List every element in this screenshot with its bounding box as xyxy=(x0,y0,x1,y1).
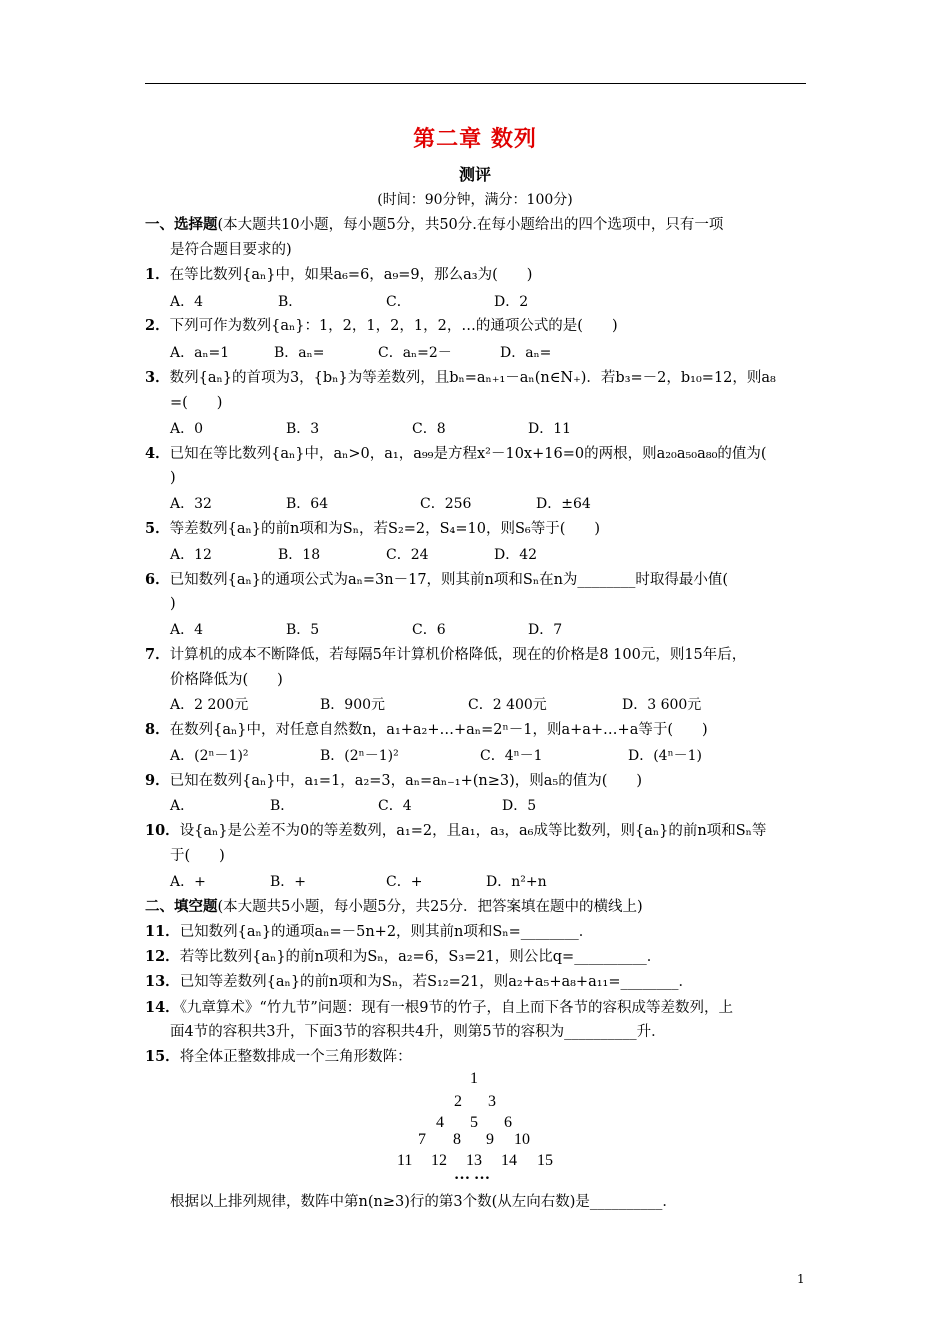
option-b: B．5 xyxy=(286,622,320,638)
triangle-number: 4 xyxy=(436,1114,444,1131)
question-number: 14． xyxy=(145,999,180,1016)
section2-desc: (本大题共5小题，每小题5分，共25分．把答案填在题中的横线上) xyxy=(217,899,643,915)
triangle-number: 5 xyxy=(470,1114,478,1131)
option-a: A． xyxy=(170,798,195,814)
option-d: D．3 600元 xyxy=(622,697,702,713)
option-c: C．+ xyxy=(386,874,423,890)
triangle-number: 1 xyxy=(470,1070,478,1087)
option-d: D．±64 xyxy=(536,496,591,512)
option-d: D．5 xyxy=(502,798,537,814)
question-number: 8． xyxy=(145,721,170,738)
option-d: D．aₙ= xyxy=(500,345,552,361)
option-a: A．2 200元 xyxy=(170,697,249,713)
option-c: C．8 xyxy=(412,421,446,437)
question-3 xyxy=(145,367,776,389)
question-number: 2． xyxy=(145,317,170,334)
question-10-line2: 于( ) xyxy=(170,848,225,864)
question-9 xyxy=(145,770,642,792)
option-d: D．n²+n xyxy=(486,874,547,890)
question-15 xyxy=(145,1046,412,1068)
question-6-line2: ) xyxy=(170,596,176,612)
question-number: 10． xyxy=(145,822,180,839)
question-14 xyxy=(145,997,733,1019)
question-12 xyxy=(145,946,661,968)
option-c: C．6 xyxy=(412,622,446,638)
triangle-number: 15 xyxy=(537,1152,553,1169)
section2-heading xyxy=(145,896,643,918)
question-14-line2: 面4节的容积共3升，下面3节的容积共4升，则第5节的容积为__________升． xyxy=(170,1024,666,1040)
time-info: (时间：90分钟，满分：100分) xyxy=(377,192,573,208)
question-5 xyxy=(145,518,600,540)
question-3-line2: =( ) xyxy=(170,395,223,411)
question-text: 已知在数列{aₙ}中，a₁=1，a₂=3，aₙ=aₙ₋₁+(n≥3)，则a₅的值为( ) xyxy=(169,773,643,789)
option-c: C．2 400元 xyxy=(468,697,547,713)
question-text: 若等比数列{aₙ}的前n项和为Sₙ，a₂=6，S₃=21，则公比q=__________． xyxy=(179,949,662,965)
question-4-line2: ) xyxy=(170,470,176,486)
question-2 xyxy=(145,315,618,337)
question-text: 已知数列{aₙ}的通项aₙ=－5n+2，则其前n项和Sₙ=________． xyxy=(179,924,594,940)
option-b: B．18 xyxy=(278,547,321,563)
triangle-number: 6 xyxy=(504,1114,512,1131)
section1-heading xyxy=(145,214,723,236)
option-d: D．7 xyxy=(528,622,563,638)
option-c: C． xyxy=(386,294,411,310)
triangle-number: 13 xyxy=(466,1152,482,1169)
question-1 xyxy=(145,264,532,286)
section1-label: 一、选择题 xyxy=(145,216,218,233)
option-a: A．12 xyxy=(170,547,212,563)
option-d: D．42 xyxy=(494,547,538,563)
question-number: 9． xyxy=(145,772,170,789)
page-number: 1 xyxy=(797,1272,805,1286)
option-a: A．(2ⁿ－1)² xyxy=(170,748,249,764)
option-b: B．64 xyxy=(286,496,329,512)
question-number: 4． xyxy=(145,445,170,462)
question-text: 将全体正整数排成一个三角形数阵： xyxy=(179,1049,412,1065)
question-text: 在数列{aₙ}中，对任意自然数n，a₁+a₂+…+aₙ=2ⁿ－1，则a+a+…+a等于( ) xyxy=(169,722,708,738)
option-c: C．aₙ=2－ xyxy=(378,345,452,361)
question-7 xyxy=(145,644,746,666)
option-a: A．+ xyxy=(170,874,206,890)
question-text: 下列可作为数列{aₙ}：1，2，1，2，1，2，…的通项公式的是( ) xyxy=(169,318,618,334)
question-text: 设{aₙ}是公差不为0的等差数列，a₁=2，且a₁，a₃，a₆成等比数列，则{aₙ}的前n项和Sₙ等 xyxy=(179,823,767,839)
section1-desc-line2: 是符合题目要求的) xyxy=(170,242,292,258)
triangle-number: 10 xyxy=(514,1131,530,1148)
option-b: B． xyxy=(270,798,295,814)
question-number: 15． xyxy=(145,1048,180,1065)
question-number: 3． xyxy=(145,369,170,386)
question-text: 等差数列{aₙ}的前n项和为Sₙ，若S₂=2，S₄=10，则S₆等于( ) xyxy=(169,521,601,537)
question-text: 已知数列{aₙ}的通项公式为aₙ=3n－17，则其前n项和Sₙ在n为________时取得最小值( xyxy=(169,572,729,588)
question-number: 1． xyxy=(145,266,170,283)
question-number: 12． xyxy=(145,948,180,965)
question-8 xyxy=(145,719,708,741)
triangle-number: 3 xyxy=(488,1093,496,1110)
question-number: 11． xyxy=(145,923,180,940)
option-b: B．+ xyxy=(270,874,307,890)
triangle-number: 9 xyxy=(486,1131,494,1148)
question-7-line2: 价格降低为( ) xyxy=(170,672,283,688)
triangle-number: 8 xyxy=(453,1131,461,1148)
question-6 xyxy=(145,569,728,591)
triangle-number: 2 xyxy=(454,1093,462,1110)
question-text: 《九章算术》“竹九节”问题：现有一根9节的竹子，自上而下各节的容积成等差数列，上 xyxy=(179,1000,733,1016)
question-text: 已知等差数列{aₙ}的前n项和为Sₙ，若S₁₂=21，则a₂+a₅+a₈+a₁₁=________． xyxy=(179,974,693,990)
triangle-ellipsis: … … xyxy=(454,1166,490,1183)
section1-desc-line1: (本大题共10小题，每小题5分，共50分.在每小题给出的四个选项中，只有一项 xyxy=(217,217,724,233)
question-number: 7． xyxy=(145,646,170,663)
question-text: 已知在等比数列{aₙ}中，aₙ>0，a₁，a₉₉是方程x²－10x+16=0的两根，则a₂₀a₅₀a₈₀的值为( xyxy=(169,446,767,462)
triangle-number: 14 xyxy=(501,1152,517,1169)
section-subtitle: 测评 xyxy=(458,165,491,184)
triangle-number: 11 xyxy=(397,1152,413,1169)
question-11 xyxy=(145,921,593,943)
question-text: 在等比数列{aₙ}中，如果a₆=6，a₉=9，那么a₃为( ) xyxy=(169,267,533,283)
question-number: 13． xyxy=(145,973,180,990)
chapter-title: 第二章 数列 xyxy=(413,126,537,152)
triangle-number: 7 xyxy=(418,1131,426,1148)
question-number: 6． xyxy=(145,571,170,588)
question-number: 5． xyxy=(145,520,170,537)
option-d: D．11 xyxy=(528,421,572,437)
option-a: A．aₙ=1 xyxy=(170,345,230,361)
option-a: A．4 xyxy=(170,294,204,310)
header-rule xyxy=(145,83,806,84)
option-b: B．900元 xyxy=(320,697,386,713)
question-10 xyxy=(145,820,766,842)
option-c: C．24 xyxy=(386,547,429,563)
option-d: D．2 xyxy=(494,294,529,310)
option-b: B．3 xyxy=(286,421,320,437)
option-c: C．4 xyxy=(378,798,412,814)
question-15-tail: 根据以上排列规律，数阵中第n(n≥3)行的第3个数(从左向右数)是__________． xyxy=(170,1194,677,1210)
option-a: A．32 xyxy=(170,496,212,512)
option-c: C．4ⁿ－1 xyxy=(480,748,543,764)
option-b: B． xyxy=(278,294,303,310)
option-a: A．4 xyxy=(170,622,204,638)
section2-label: 二、填空题 xyxy=(145,898,218,915)
question-text: 计算机的成本不断降低，若每隔5年计算机价格降低，现在的价格是8 100元，则15年后， xyxy=(169,647,747,663)
option-a: A．0 xyxy=(170,421,204,437)
option-d: D．(4ⁿ－1) xyxy=(628,748,703,764)
question-4 xyxy=(145,443,767,465)
option-c: C．256 xyxy=(420,496,472,512)
option-b: B．aₙ= xyxy=(274,345,325,361)
triangle-number: 12 xyxy=(431,1152,447,1169)
question-text: 数列{aₙ}的首项为3，{bₙ}为等差数列，且bₙ=aₙ₊₁－aₙ(n∈N₊)．若b₃=－2，b₁₀=12，则a₈ xyxy=(169,370,776,386)
option-b: B．(2ⁿ－1)² xyxy=(320,748,399,764)
question-13 xyxy=(145,971,693,993)
